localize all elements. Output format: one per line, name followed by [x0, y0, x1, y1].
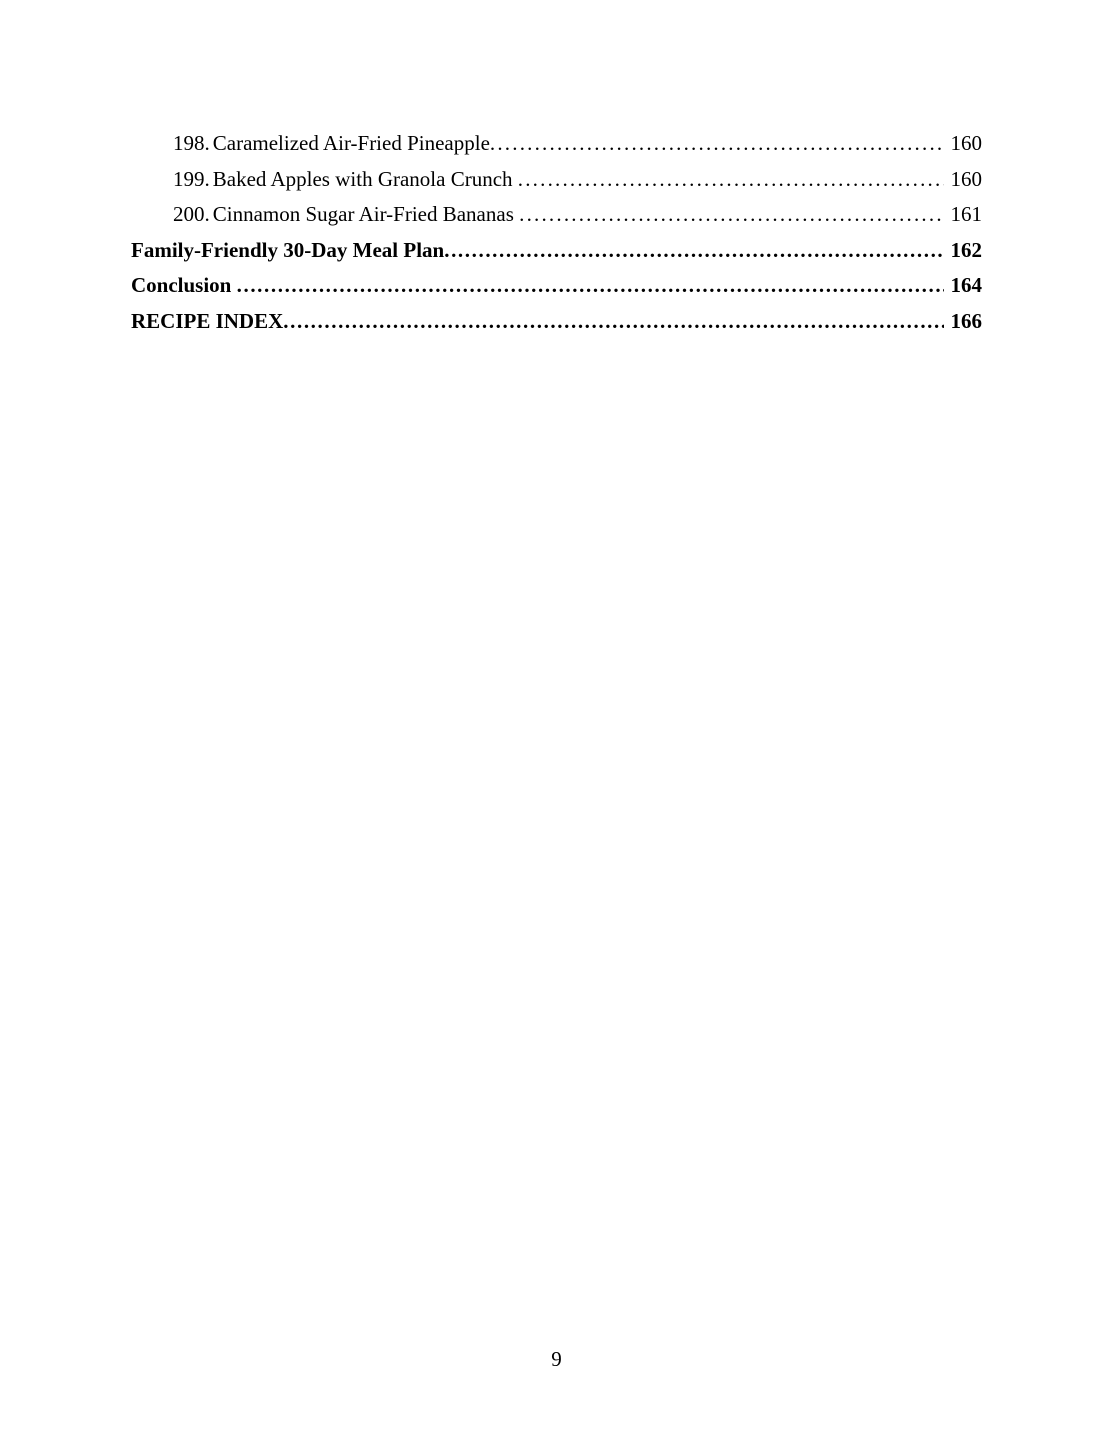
- toc-entry-title: Caramelized Air-Fried Pineapple: [212, 131, 490, 155]
- toc-entry[interactable]: [131, 304, 982, 340]
- toc-entry[interactable]: [131, 233, 982, 269]
- toc-entry[interactable]: [131, 126, 982, 162]
- toc-dot-leader: [518, 162, 944, 198]
- table-of-contents: [131, 126, 982, 339]
- toc-entry[interactable]: [131, 162, 982, 198]
- toc-entry-page: 166: [950, 308, 982, 333]
- toc-dot-leader: [444, 233, 943, 269]
- toc-dot-leader: [519, 197, 943, 233]
- toc-entry-page: 160: [950, 166, 982, 191]
- toc-entry[interactable]: [131, 197, 982, 233]
- toc-entry-page: 160: [950, 131, 982, 155]
- toc-entry-number: 200.: [173, 202, 210, 226]
- toc-dot-leader: [237, 268, 944, 304]
- toc-dot-leader: [490, 126, 944, 162]
- toc-entry-number: 198.: [173, 131, 210, 155]
- toc-entry-page: 164: [950, 273, 982, 297]
- toc-dot-leader: [283, 304, 943, 340]
- toc-entry-title: Conclusion: [131, 273, 237, 297]
- toc-entry-title: Cinnamon Sugar Air-Fried Bananas: [212, 202, 520, 226]
- toc-entry-number: 199.: [173, 166, 210, 191]
- toc-entry-title: RECIPE INDEX: [131, 308, 284, 333]
- toc-entry-page: 162: [950, 237, 982, 262]
- toc-entry[interactable]: [131, 268, 982, 304]
- toc-entry-title: Baked Apples with Granola Crunch: [212, 166, 518, 191]
- toc-entry-page: 161: [950, 202, 982, 226]
- toc-entry-title: Family-Friendly 30-Day Meal Plan: [131, 237, 445, 262]
- page-number: 9: [551, 1347, 562, 1371]
